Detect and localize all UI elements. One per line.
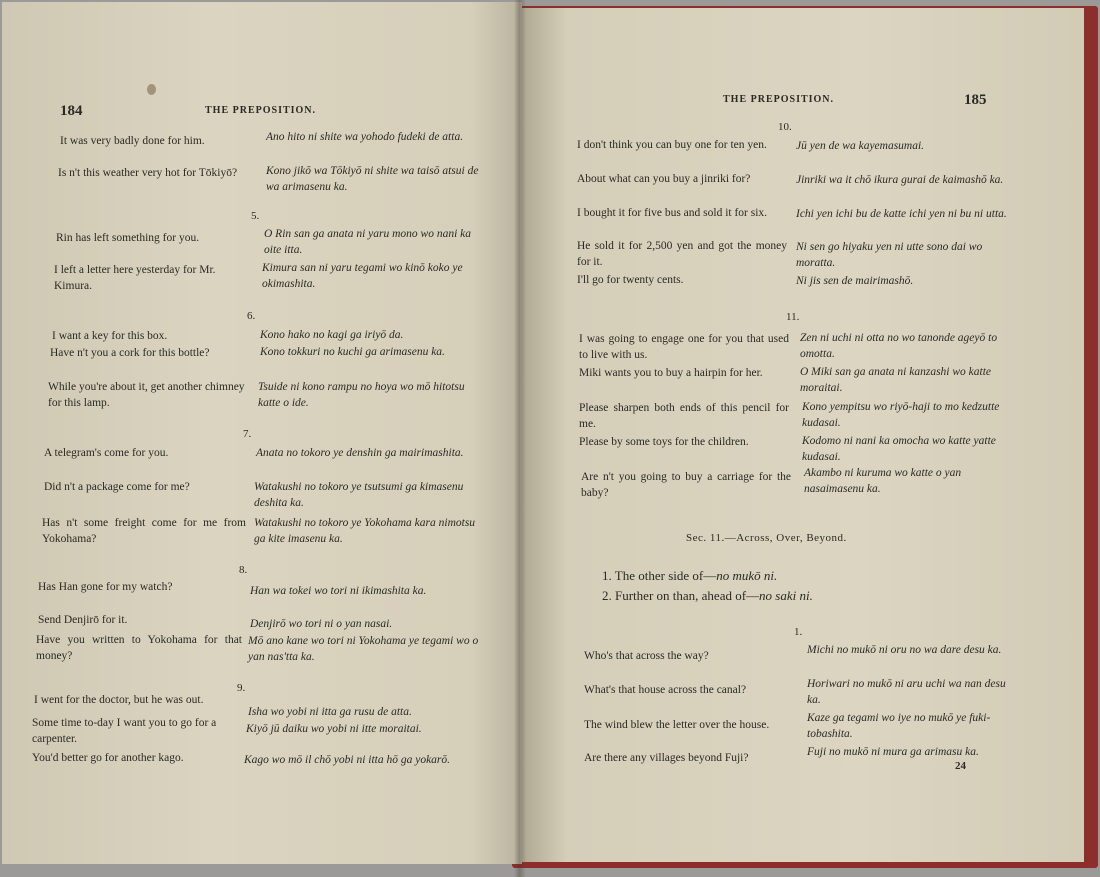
japanese-translation: Horiwari no mukō ni aru uchi wa nan desu ka. [807,678,1006,706]
english-sentence: Did n't a package come for me? [44,481,190,493]
english-sentence: It was very badly done for him. [60,135,205,147]
japanese-translation: Anata no tokoro ye denshin ga mairimashita. [256,447,464,459]
english-sentence: Is n't this weather very hot for Tōkiyō? [58,167,238,179]
english-sentence: Send Denjirō for it. [38,614,128,626]
english-sentence: I went for the doctor, but he was out. [34,694,204,706]
page-number: 184 [60,103,83,119]
english-sentence: Rin has left something for you. [56,232,200,244]
section-number: 10. [778,121,792,133]
section-number: 5. [251,210,260,222]
english-sentence: He sold it for 2,500 yen and got the money for it. [577,240,787,268]
english-sentence: I left a letter here yesterday for Mr. Kimura. [54,264,216,292]
japanese-translation: Kaze ga tegami wo iye no mukō ye fuki-tobashita. [807,712,991,740]
english-sentence: Have you written to Yokohama for that money? [36,634,242,662]
section-number: 7. [243,428,252,440]
page-stain [147,84,156,95]
japanese-translation: Akambo ni kuruma wo katte o yan nasaimasenu ka. [804,467,962,495]
book-gutter [514,0,526,877]
japanese-translation: Isha wo yobi ni itta ga rusu de atta. [248,706,412,718]
japanese-translation: O Miki san ga anata ni kanzashi wo katte moraitai. [800,366,992,394]
japanese-translation: Mō ano kane wo tori ni Yokohama ye tegami wo o yan nas'tta ka. [248,635,479,663]
japanese-translation: Denjirō wo tori ni o yan nasai. [250,618,393,630]
running-head: THE PREPOSITION. [723,94,835,105]
english-sentence: Please sharpen both ends of this pencil for me. [579,402,789,430]
section-number: 11. [786,311,800,323]
english-sentence: You'd better go for another kago. [32,752,184,764]
section-number: 1. [794,626,803,638]
japanese-translation: Zen ni uchi ni otta no wo tanonde ageyō to omotta. [800,332,998,360]
japanese-translation: Watakushi no tokoro ye tsutsumi ga kimasenu deshita ka. [254,481,464,509]
english-sentence: I bought it for five bus and sold it for six. [577,207,768,219]
list-japanese: no mukō ni. [716,568,778,583]
japanese-translation: Kono tokkuri no kuchi ga arimasenu ka. [260,346,445,358]
right-page [522,8,1084,862]
english-sentence: I'll go for twenty cents. [577,274,684,286]
list-number: 1. [602,568,612,583]
list-japanese: no saki ni. [759,588,813,603]
section-number: 8. [239,564,248,576]
english-sentence: Are n't you going to buy a carriage for the baby? [581,471,791,499]
left-page [2,2,522,864]
section-number: 9. [237,682,246,694]
english-sentence: I don't think you can buy one for ten yen. [577,139,767,151]
english-sentence: The wind blew the letter over the house. [584,719,770,731]
japanese-translation: Kiyō jū daiku wo yobi ni itte moraitai. [246,723,422,735]
japanese-translation: Tsuide ni kono rampu no hoya wo mō hitotsu katte o ide. [258,381,465,409]
japanese-translation: Jinriki wa it chō ikura gurai de kaimashō ka. [796,174,1004,186]
list-text: Further on than, ahead of— [615,588,760,603]
page-number: 185 [964,92,987,108]
list-number: 2. [602,588,612,603]
japanese-translation: Watakushi no tokoro ye Yokohama kara nimotsu ga kite imasenu ka. [254,517,476,545]
japanese-translation: Kodomo ni nani ka omocha wo katte yatte kudasai. [802,435,996,463]
english-sentence: What's that house across the canal? [584,684,747,696]
japanese-translation: Kono hako no kagi ga iriyō da. [260,329,404,341]
japanese-translation: Kono yempitsu wo riyō-haji to mo kedzutte kudasai. [802,401,1000,429]
japanese-translation: Jū yen de wa kayemasumai. [796,140,925,152]
japanese-translation: Michi no mukō ni oru no wa dare desu ka. [807,644,1002,656]
english-sentence: A telegram's come for you. [44,447,169,459]
english-sentence: Have n't you a cork for this bottle? [50,347,210,359]
japanese-translation: Ano hito ni shite wa yohodo fudeki de atta. [266,131,464,143]
section-number: 6. [247,310,256,322]
english-sentence: Are there any villages beyond Fuji? [584,752,749,764]
section-heading: Sec. 11.—Across, Over, Beyond. [686,532,847,544]
english-sentence: Who's that across the way? [584,650,709,662]
english-sentence: Miki wants you to buy a hairpin for her. [579,367,763,379]
english-sentence: Has Han gone for my watch? [38,581,173,593]
signature-mark: 24 [955,760,966,772]
japanese-translation: Ni sen go hiyaku yen ni utte sono dai wo moratta. [796,241,983,269]
running-head: THE PREPOSITION. [205,105,317,116]
japanese-translation: Ni jis sen de mairimashō. [796,275,914,287]
japanese-translation: Ichi yen ichi bu de katte ichi yen ni bu ni utta. [796,208,1007,220]
english-sentence: While you're about it, get another chimney for this lamp. [48,381,245,409]
english-sentence: Please by some toys for the children. [579,436,749,448]
japanese-translation: Kono jikō wa Tōkiyō ni shite wa taisō atsui de wa arimasenu ka. [266,165,479,193]
japanese-translation: O Rin san ga anata ni yaru mono wo nani ka oite itta. [264,228,471,256]
japanese-translation: Kimura san ni yaru tegami wo kinō koko ye okimashita. [262,262,463,290]
japanese-translation: Fuji no mukō ni mura ga arimasu ka. [807,746,979,758]
english-sentence: I was going to engage one for you that used to live with us. [579,333,789,361]
japanese-translation: Han wa tokei wo tori ni ikimashita ka. [250,585,427,597]
list-item [602,568,777,584]
english-sentence: Has n't some freight come for me from Yokohama? [42,517,246,545]
list-text: The other side of— [614,568,717,583]
english-sentence: I want a key for this box. [52,330,168,342]
list-item [602,588,813,604]
english-sentence: About what can you buy a jinriki for? [577,173,751,185]
japanese-translation: Kago wo mō il chō yobi ni itta hō ga yokarō. [244,754,451,766]
english-sentence: Some time to-day I want you to go for a carpenter. [32,717,217,745]
